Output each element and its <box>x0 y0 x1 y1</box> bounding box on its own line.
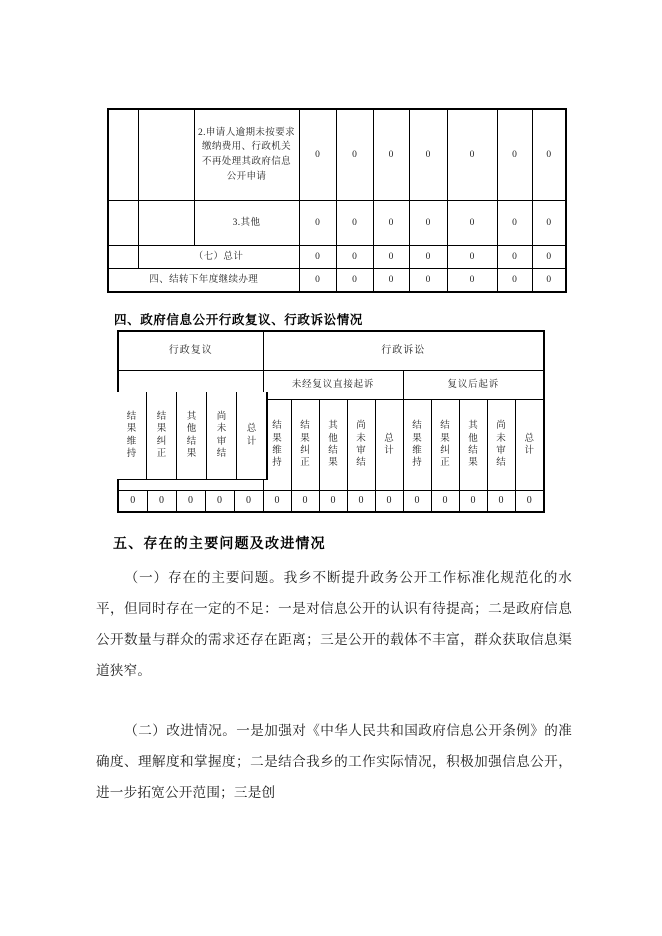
t2-d7: 0 <box>291 491 319 513</box>
t1-r1-label: 2.申请人逾期未按要求缴纳费用、行政机关不再处理其政府信息公开申请 <box>194 109 299 201</box>
t1-r3-v5: 0 <box>447 246 497 269</box>
t2-group-admin-reconsideration: 行政复议 <box>118 331 263 371</box>
t2-sub-post-reconsideration: 复议后起诉 <box>403 371 544 400</box>
t2-col-12-label: 结果纠正 <box>440 421 450 469</box>
t2-d3: 0 <box>176 491 205 513</box>
t2-reconsideration-column-headers <box>117 392 262 480</box>
t2-d5: 0 <box>234 491 263 513</box>
t2-col-1 <box>117 392 147 480</box>
t1-r2-spacer-col2 <box>138 201 194 246</box>
t2-col-7-label: 结果纠正 <box>300 421 310 469</box>
t2-d15: 0 <box>515 491 544 513</box>
t1-r1-spacer-col1 <box>108 109 138 201</box>
t1-r4-v7: 0 <box>532 269 566 293</box>
t2-d12: 0 <box>431 491 459 513</box>
t1-r3-label: （七）总计 <box>138 246 299 269</box>
t2-col-14-label: 尚未审结 <box>496 421 506 469</box>
t1-r2-v5: 0 <box>447 201 497 246</box>
table-row <box>108 269 566 293</box>
t2-d1: 0 <box>118 491 147 513</box>
t1-r4-label: 四、结转下年度继续办理 <box>108 269 299 293</box>
t2-d10: 0 <box>375 491 403 513</box>
t1-r4-v3: 0 <box>373 269 409 293</box>
t2-col-3-label: 其他结果 <box>186 411 197 459</box>
t2-col-2 <box>147 392 177 480</box>
reconsideration-litigation-table <box>117 330 545 513</box>
t1-r2-v1: 0 <box>299 201 336 246</box>
t1-r1-v3: 0 <box>373 109 409 201</box>
t2-col-6-label: 结果维持 <box>272 421 282 469</box>
t2-d8: 0 <box>319 491 347 513</box>
t1-r3-v4: 0 <box>409 246 447 269</box>
t1-r3-spacer-col1 <box>108 246 138 269</box>
t2-col-9 <box>347 400 375 491</box>
section-five-paragraph-two <box>96 715 572 808</box>
t2-col-7 <box>291 400 319 491</box>
t1-r1-v6: 0 <box>497 109 532 201</box>
t1-r4-v6: 0 <box>497 269 532 293</box>
t2-col-15 <box>515 400 544 491</box>
t1-r1-v4: 0 <box>409 109 447 201</box>
t2-col-8-label: 其他结果 <box>328 421 338 469</box>
table-group-header-row <box>118 331 544 371</box>
t2-col-5-label: 总计 <box>246 424 257 447</box>
section-four-heading: 四、政府信息公开行政复议、行政诉讼情况 <box>114 313 363 327</box>
t1-r1-v5: 0 <box>447 109 497 201</box>
t1-r1-v7: 0 <box>532 109 566 201</box>
t1-r4-v4: 0 <box>409 269 447 293</box>
t1-r2-v4: 0 <box>409 201 447 246</box>
t1-r3-v1: 0 <box>299 246 336 269</box>
t1-r2-v7: 0 <box>532 201 566 246</box>
t1-r3-v3: 0 <box>373 246 409 269</box>
t2-d2: 0 <box>147 491 176 513</box>
t2-col-3 <box>177 392 207 480</box>
table-data-row <box>118 491 544 513</box>
t1-r4-v5: 0 <box>447 269 497 293</box>
t2-col-4-label: 尚未审结 <box>216 411 227 459</box>
t2-col-13 <box>459 400 487 491</box>
t1-r2-label: 3.其他 <box>194 201 299 246</box>
t2-col-10-label: 总计 <box>384 433 394 456</box>
t1-r2-spacer-col1 <box>108 201 138 246</box>
application-handling-table-continued <box>107 108 555 293</box>
table-one <box>107 108 567 293</box>
t2-d13: 0 <box>459 491 487 513</box>
t2-d11: 0 <box>403 491 431 513</box>
t2-col-11-label: 结果维持 <box>412 421 422 469</box>
t2-col-12 <box>431 400 459 491</box>
t1-r4-v1: 0 <box>299 269 336 293</box>
table-row <box>108 109 566 201</box>
t2-d14: 0 <box>487 491 515 513</box>
section-five-paragraph-one <box>96 562 572 686</box>
t1-r1-v1: 0 <box>299 109 336 201</box>
t1-r2-v2: 0 <box>336 201 373 246</box>
t2-col-5 <box>237 392 268 480</box>
t2-col-2-label: 结果纠正 <box>156 411 167 459</box>
t2-sub-direct-litigation: 未经复议直接起诉 <box>263 371 403 400</box>
t2-d6: 0 <box>263 491 291 513</box>
t2-col-13-label: 其他结果 <box>468 421 478 469</box>
paragraph-one-text: （一）存在的主要问题。我乡不断提升政务公开工作标准化规范化的水平，但同时存在一定的不足：一是对信息公开的认识有待提高；二是政府信息公开数量与群众的需求还存在距离；三是公开的载体不丰富，群众获取信息渠道狭窄。 <box>96 570 572 678</box>
t2-col-8 <box>319 400 347 491</box>
section-five-heading: 五、存在的主要问题及改进情况 <box>113 535 326 551</box>
t2-col-11 <box>403 400 431 491</box>
t1-r3-v7: 0 <box>532 246 566 269</box>
t1-r3-v6: 0 <box>497 246 532 269</box>
t2-col-15-label: 总计 <box>524 433 535 456</box>
paragraph-two-text: （二）改进情况。一是加强对《中华人民共和国政府信息公开条例》的准确度、理解度和掌握度；二是结合我乡的工作实际情况，积极加强信息公开，进一步拓宽公开范围；三是创 <box>96 723 572 800</box>
table-row <box>108 246 566 269</box>
t2-col-14 <box>487 400 515 491</box>
t1-r2-v3: 0 <box>373 201 409 246</box>
table-row <box>108 201 566 246</box>
t1-r2-v6: 0 <box>497 201 532 246</box>
t1-r4-v2: 0 <box>336 269 373 293</box>
t2-col-9-label: 尚未审结 <box>356 421 366 469</box>
t1-r3-v2: 0 <box>336 246 373 269</box>
t2-col-10 <box>375 400 403 491</box>
t2-d9: 0 <box>347 491 375 513</box>
t1-r1-v2: 0 <box>336 109 373 201</box>
t2-d4: 0 <box>205 491 234 513</box>
t2-group-admin-litigation: 行政诉讼 <box>263 331 544 371</box>
t2-col-4 <box>207 392 237 480</box>
t2-col-1-label: 结果维持 <box>126 411 137 459</box>
t1-r1-spacer-col2 <box>138 109 194 201</box>
